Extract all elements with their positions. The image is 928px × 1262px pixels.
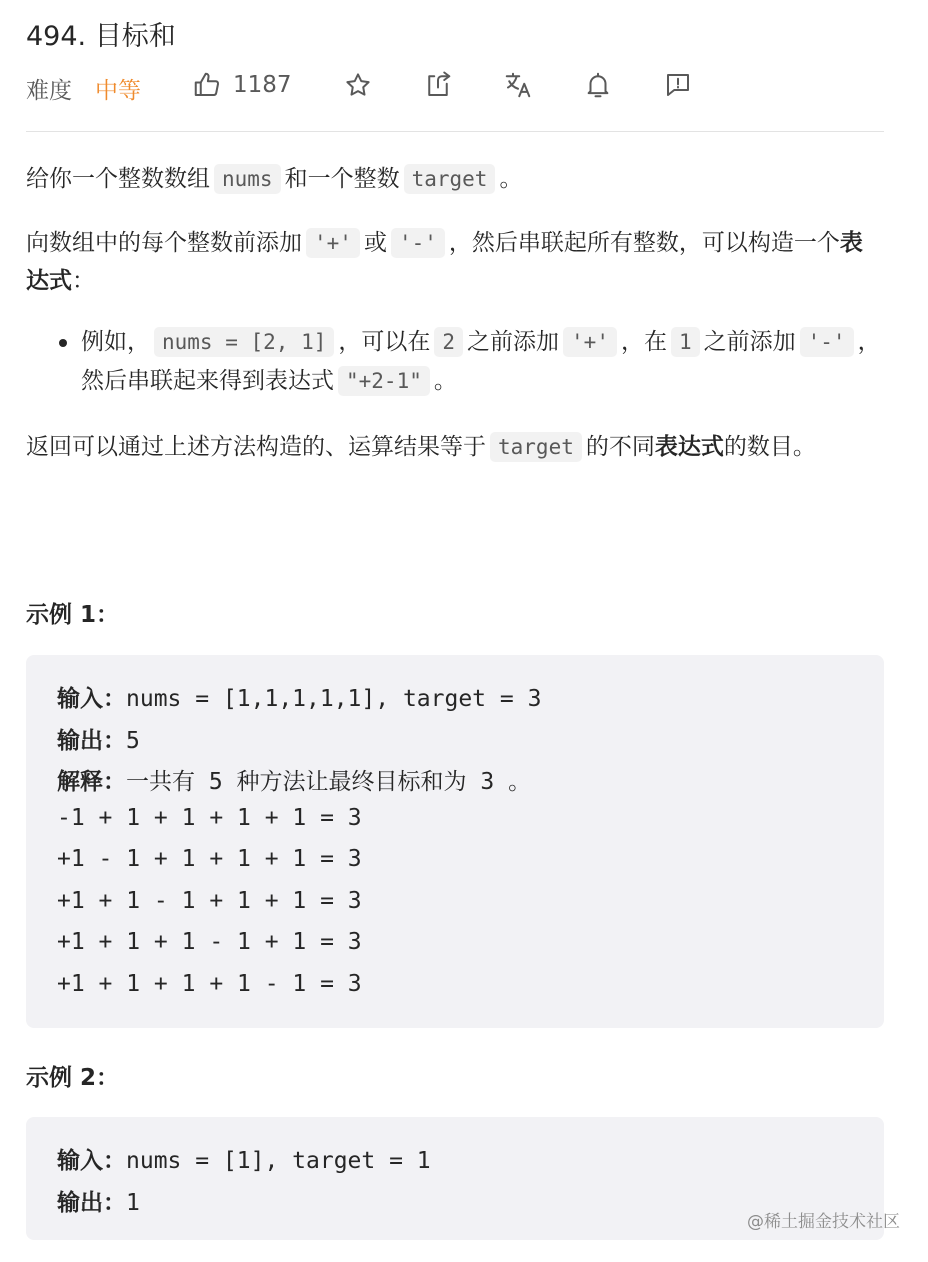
text: ，然后串联起来得到表达式 — [81, 329, 881, 394]
example-1-input — [57, 680, 541, 713]
text: ，可以在 — [338, 329, 431, 355]
example-2-title: 示例 2： — [26, 1065, 120, 1091]
star-icon[interactable] — [343, 70, 373, 100]
example-1-line: +1 - 1 + 1 + 1 + 1 = 3 — [57, 846, 362, 872]
example-1-line: +1 + 1 - 1 + 1 + 1 = 3 — [57, 888, 362, 914]
feedback-icon[interactable] — [663, 70, 693, 100]
description-paragraph-1 — [26, 160, 884, 198]
code-snippet: '-' — [800, 327, 854, 357]
watermark: @稀土掘金技术社区 — [747, 1212, 900, 1232]
code-plus: '+' — [306, 228, 360, 258]
translate-icon[interactable] — [503, 70, 533, 100]
bell-icon[interactable] — [583, 70, 613, 100]
text: 向数组中的每个整数前添加 — [26, 230, 302, 256]
share-icon[interactable] — [423, 70, 453, 100]
problem-toolbar — [26, 66, 884, 106]
output-label: 输出： — [57, 1190, 126, 1216]
example-1-line: +1 + 1 + 1 + 1 - 1 = 3 — [57, 971, 362, 997]
like-count: 1187 — [233, 72, 292, 98]
code-snippet: "+2-1" — [338, 366, 430, 396]
thumbs-up-icon[interactable] — [192, 70, 222, 100]
example-1-title: 示例 1： — [26, 602, 120, 628]
code-snippet: 2 — [434, 327, 463, 357]
description-paragraph-2 — [26, 224, 884, 300]
text: 给你一个整数数组 — [26, 166, 210, 192]
text: 例如， — [81, 329, 150, 355]
difficulty-value: 中等 — [95, 78, 141, 104]
code-target: target — [490, 432, 582, 462]
text: 。 — [499, 166, 523, 192]
output-value: 5 — [126, 728, 140, 754]
input-value: nums = [1], target = 1 — [126, 1148, 431, 1174]
code-target: target — [404, 164, 496, 194]
output-value: 1 — [126, 1190, 140, 1216]
description-paragraph-3 — [26, 428, 884, 466]
explanation-label: 解释： — [57, 769, 126, 795]
example-1-output — [57, 722, 140, 755]
example-1-line: -1 + 1 + 1 + 1 + 1 = 3 — [57, 805, 362, 831]
text: ，在 — [620, 329, 667, 355]
text: 之前添加 — [703, 329, 796, 355]
code-snippet: nums = [2, 1] — [154, 327, 334, 357]
code-nums: nums — [214, 164, 281, 194]
example-1-line: +1 + 1 + 1 - 1 + 1 = 3 — [57, 929, 362, 955]
input-value: nums = [1,1,1,1,1], target = 3 — [126, 686, 542, 712]
difficulty-label: 难度 — [26, 78, 72, 104]
input-label: 输入： — [57, 686, 126, 712]
text: 或 — [363, 230, 387, 256]
text: 的不同 — [585, 434, 655, 460]
divider — [26, 131, 884, 132]
example-bullet — [81, 323, 884, 401]
problem-title: 494. 目标和 — [26, 21, 176, 52]
bullet-dot — [59, 339, 67, 347]
example-1-block — [26, 655, 884, 1028]
text: ，然后串联起所有整数，可以构造一个 — [448, 230, 840, 256]
example-1-explanation — [57, 763, 531, 796]
code-snippet: 1 — [671, 327, 700, 357]
text: 之前添加 — [467, 329, 560, 355]
text: 的数目。 — [723, 434, 816, 460]
explanation-value: 一共有 5 种方法让最终目标和为 3 。 — [126, 769, 532, 795]
text: 返回可以通过上述方法构造的、运算结果等于 — [26, 434, 486, 460]
text: 。 — [433, 368, 457, 394]
text: ： — [72, 268, 95, 294]
input-label: 输入： — [57, 1148, 126, 1174]
text: 和一个整数 — [284, 166, 400, 192]
example-2-input — [57, 1142, 431, 1175]
bold-expression: 表达式 — [654, 434, 724, 460]
output-label: 输出： — [57, 728, 126, 754]
code-snippet: '+' — [563, 327, 617, 357]
example-2-output — [57, 1184, 140, 1217]
bold-expression: 表达式 — [26, 230, 863, 294]
code-minus: '-' — [391, 228, 445, 258]
